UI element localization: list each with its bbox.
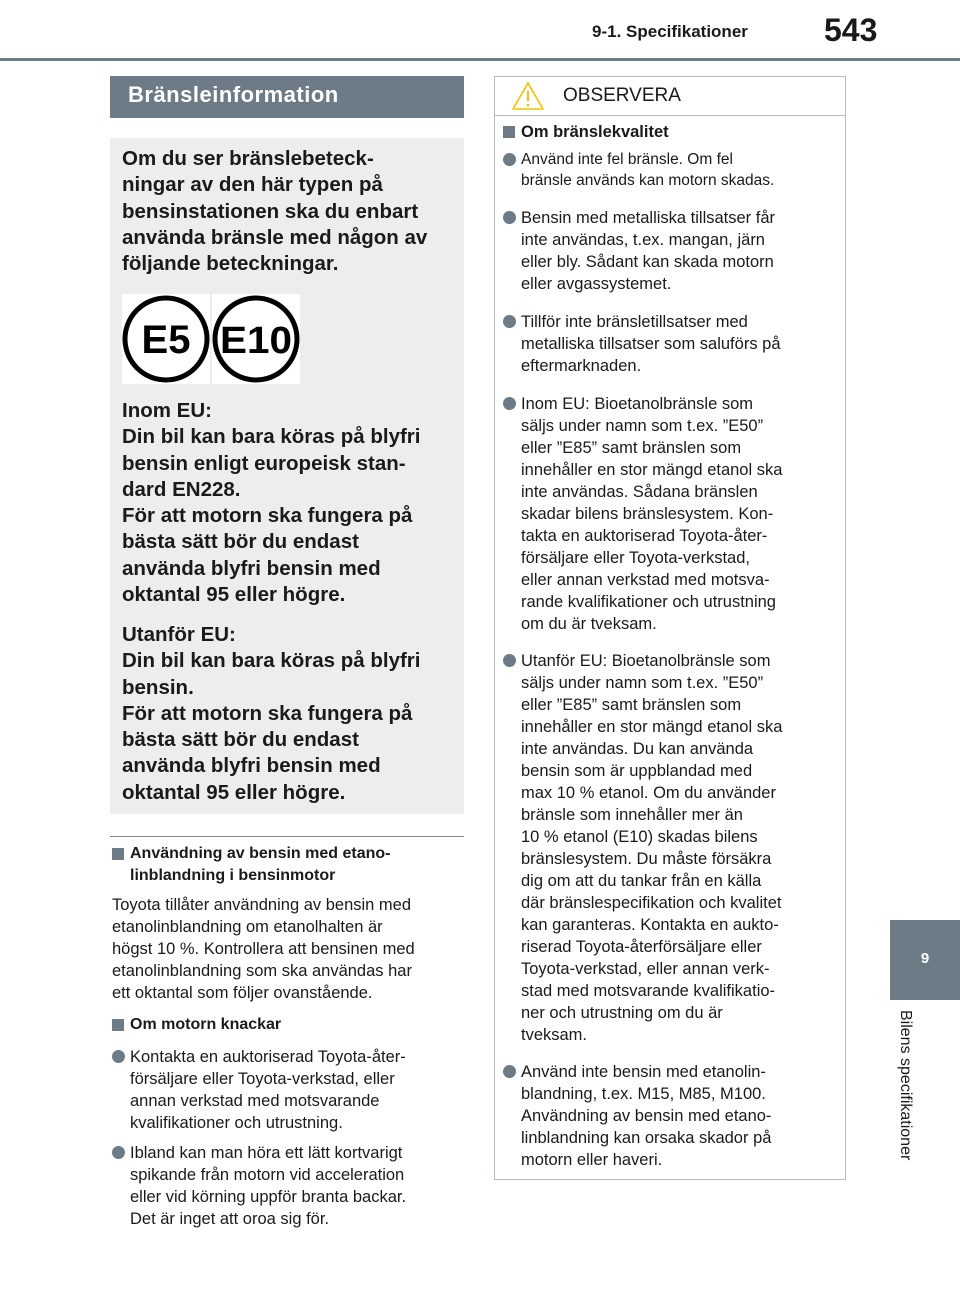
- round-bullet-icon: [503, 397, 516, 410]
- fuel-info-heading: Bränsleinformation: [110, 76, 464, 118]
- caution-bullet-4-text: Inom EU: Bioetanolbränsle som säljs under namn som t.ex. ”E50” eller ”E85” samt bränslen som innehåller en stor mängd etanol ska inte användas. Sådana bränslen skadar bilens bränslesystem. Kon- takta en auktoriserad Toyota-åter- försäljare eller Toyota-verkstad, eller annan verkstad med motsva- rande kvalifikationer och utrustning om du är tveksam.: [521, 395, 783, 633]
- chapter-number: 9: [920, 950, 930, 967]
- knock-heading-text: Om motorn knackar: [130, 1016, 282, 1033]
- knock-bullet-2-text: Ibland kan man höra ett lätt kortvarigt spikande från motorn vid acceleration eller vid körning uppför branta backar. Det är inget att oroa sig för.: [130, 1144, 407, 1228]
- round-bullet-icon: [503, 211, 516, 224]
- square-bullet-icon: [503, 126, 515, 138]
- caution-box: [494, 76, 846, 1180]
- ethanol-paragraph: Toyota tillåter användning av bensin med etanolinblandning om etanolhalten är högst 10 %. Kontrollera att bensinen med etanolinblandning som ska användas har ett oktantal som följer ovanstående.: [112, 896, 415, 1002]
- square-bullet-icon: [112, 1019, 124, 1031]
- section-title: 9-1. Specifikationer: [592, 22, 748, 41]
- knock-bullet-1-text: Kontakta en auktoriserad Toyota-åter- försäljare eller Toyota-verkstad, eller annan verkstad med motsvarande kvalifikationer och utrustning.: [130, 1048, 406, 1132]
- round-bullet-icon: [112, 1050, 125, 1063]
- warning-triangle-icon: [511, 81, 545, 111]
- caution-bullet-3-text: Tillför inte bränsletillsatser med metalliska tillsatser som saluförs på eftermarknaden.: [521, 313, 781, 375]
- page-number: 543: [824, 12, 878, 48]
- round-bullet-icon: [112, 1146, 125, 1159]
- fuel-info-box: [110, 138, 464, 814]
- round-bullet-icon: [503, 654, 516, 667]
- caution-bullet-6-text: Använd inte bensin med etanolin- blandning, t.ex. M15, M85, M100. Användning av bensin med etano- linblandning kan orsaka skador på motorn eller haveri.: [521, 1063, 772, 1169]
- square-bullet-icon: [112, 848, 124, 860]
- chapter-label-container: [892, 1010, 922, 1210]
- fuel-info-eu: Inom EU: Din bil kan bara köras på blyfri bensin enligt europeisk stan- dard EN228. För att motorn ska fungera på bästa sätt bör du endast använda blyfri bensin med oktantal 95 eller högre.: [122, 399, 421, 607]
- caution-bullet-5-text: Utanför EU: Bioetanolbränsle som säljs under namn som t.ex. ”E50” eller ”E85” samt bränslen som innehåller en stor mängd etanol ska inte användas. Du kan använda bensin som är uppblandad med max 10 % etanol. Om du använder bränsle som innehåller mer än 10 % etanol (E10) skadas bilens bränslesystem. Du måste försäkra dig om att du tankar från en källa där bränslespecifikation och kvalitet kan garanteras. Kontakta en aukto- riserad Toyota-återförsäljare eller Toyota-verkstad, eller annan verk- stad med motsvarande kvalifikatio- ner och utrustning om du är tveksam.: [521, 652, 783, 1044]
- badge-e10-label: E10: [220, 320, 292, 362]
- fuel-badges: [122, 294, 302, 384]
- header-divider: [0, 58, 960, 61]
- caution-bullet-2-text: Bensin med metalliska tillsatser får inte användas, t.ex. mangan, järn eller bly. Sådant kan skada motorn eller avgassystemet.: [521, 209, 776, 293]
- caution-header-divider: [495, 115, 845, 116]
- fuel-info-non-eu: Utanför EU: Din bil kan bara köras på blyfri bensin. För att motorn ska fungera på bästa sätt bör du endast använda blyfri bensin med oktantal 95 eller högre.: [122, 623, 421, 804]
- caution-bullet-1-text: Använd inte fel bränsle. Om fel bränsle används kan motorn skadas.: [521, 151, 775, 189]
- section-divider: [110, 836, 464, 837]
- chapter-label: Bilens specifikationer: [897, 1010, 914, 1161]
- round-bullet-icon: [503, 315, 516, 328]
- round-bullet-icon: [503, 1065, 516, 1078]
- fuel-info-intro: Om du ser bränslebeteck- ningar av den här typen på bensinstationen ska du enbart använda bränsle med någon av följande beteckningar.: [122, 147, 428, 276]
- ethanol-heading-text: Användning av bensin med etano- linblandning i bensinmotor: [130, 845, 391, 884]
- caution-title: OBSERVERA: [563, 85, 681, 106]
- badge-e5-label: E5: [141, 318, 191, 362]
- round-bullet-icon: [503, 153, 516, 166]
- fuel-quality-heading-text: Om bränslekvalitet: [521, 123, 669, 141]
- chapter-tab: [890, 920, 960, 1000]
